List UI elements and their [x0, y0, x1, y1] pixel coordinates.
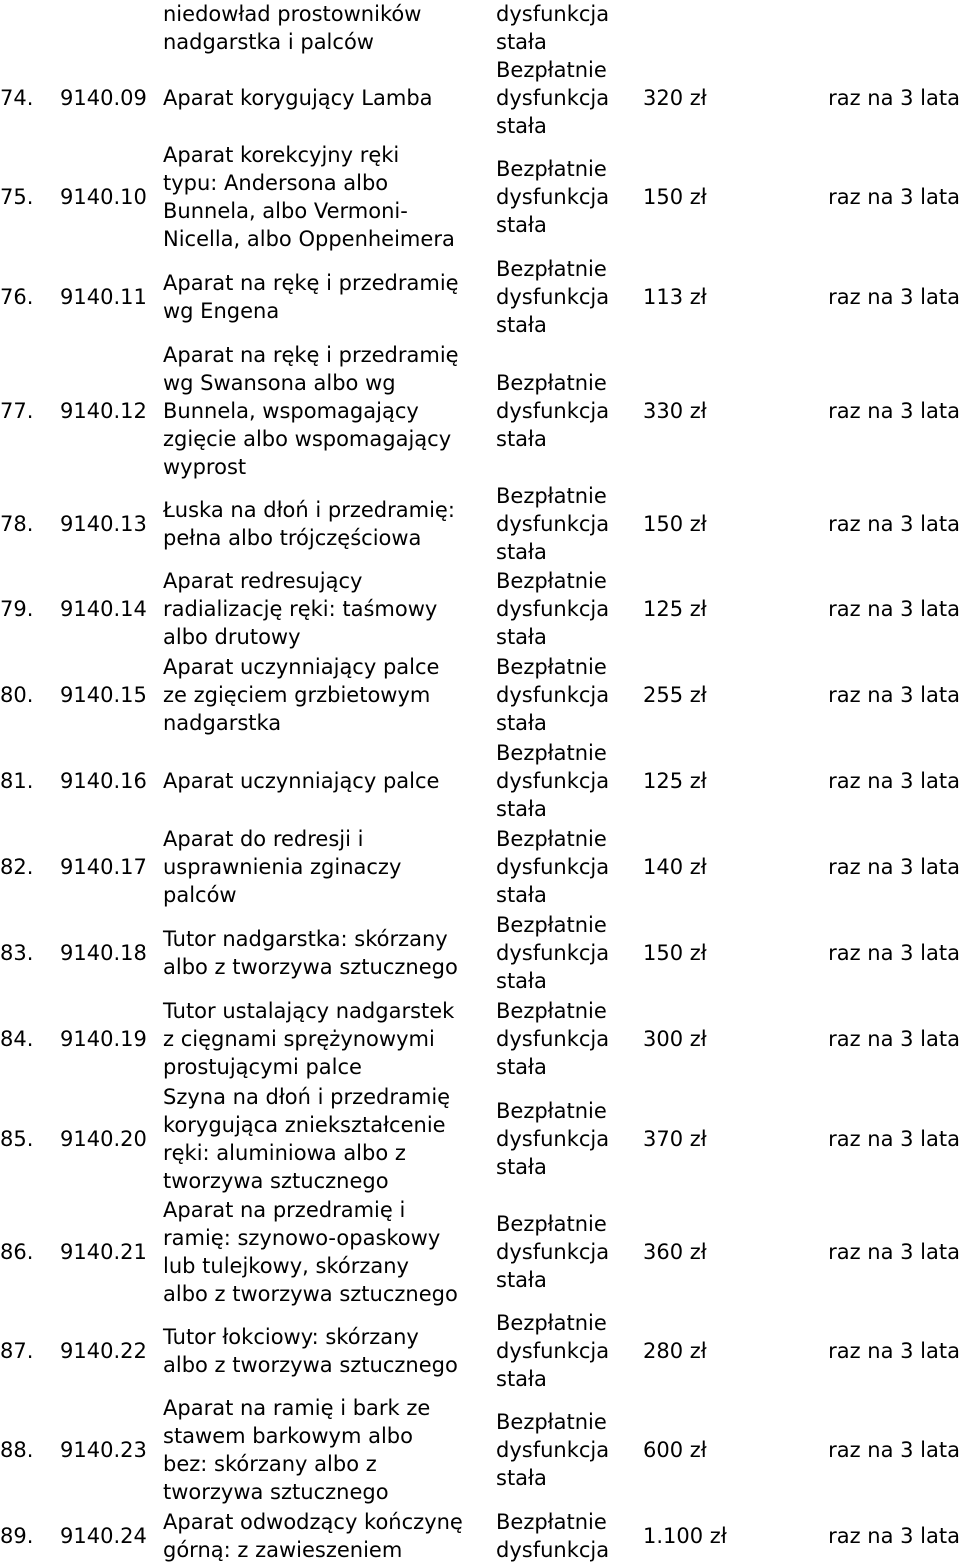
item-code: 9140.16	[60, 769, 147, 793]
row-number: 80.	[0, 683, 34, 707]
item-price: 125 zł	[643, 769, 707, 793]
payment-status: Bezpłatnie dysfunkcja stała	[496, 1410, 610, 1490]
row-number: 74.	[0, 86, 34, 110]
payment-status: Bezpłatnie dysfunkcja stała	[496, 1099, 610, 1179]
table-row	[0, 910, 960, 996]
payment-status: Bezpłatnie dysfunkcja stała	[496, 655, 610, 735]
item-frequency: raz na 3 lata	[828, 769, 960, 793]
item-code: 9140.24	[60, 1524, 147, 1548]
payment-status: Bezpłatnie dysfunkcja stała	[496, 999, 610, 1079]
item-code: 9140.23	[60, 1438, 147, 1462]
item-frequency: raz na 3 lata	[828, 512, 960, 536]
item-price: 150 zł	[643, 512, 707, 536]
item-price: 330 zł	[643, 399, 707, 423]
item-code: 9140.09	[60, 86, 147, 110]
item-frequency: raz na 3 lata	[828, 185, 960, 209]
table-row	[0, 652, 960, 738]
item-code: 9140.22	[60, 1339, 147, 1363]
item-frequency: raz na 3 lata	[828, 1027, 960, 1051]
item-price: 113 zł	[643, 285, 707, 309]
item-frequency: raz na 3 lata	[828, 399, 960, 423]
table-row	[0, 140, 960, 254]
row-number: 83.	[0, 941, 34, 965]
payment-status: Bezpłatnie dysfunkcja stała	[496, 257, 610, 337]
item-frequency: raz na 3 lata	[828, 941, 960, 965]
item-code: 9140.19	[60, 1027, 147, 1051]
item-frequency: raz na 3 lata	[828, 1240, 960, 1264]
item-frequency: raz na 3 lata	[828, 683, 960, 707]
row-number: 89.	[0, 1524, 34, 1548]
row-number: 77.	[0, 399, 34, 423]
item-price: 255 zł	[643, 683, 707, 707]
item-price: 360 zł	[643, 1240, 707, 1264]
table-row	[0, 824, 960, 910]
item-description: niedowład prostowników nadgarstka i palców	[163, 2, 422, 54]
item-code: 9140.11	[60, 285, 147, 309]
item-price: 370 zł	[643, 1127, 707, 1151]
item-code: 9140.21	[60, 1240, 147, 1264]
item-code: 9140.14	[60, 597, 147, 621]
payment-status: Bezpłatnie dysfunkcja stała	[496, 1212, 610, 1292]
item-code: 9140.15	[60, 683, 147, 707]
item-description: Aparat na przedramię i ramię: szynowo-opaskowy lub tulejkowy, skórzany albo z tworzywa sztucznego	[163, 1198, 458, 1306]
table-row	[0, 996, 960, 1082]
item-description: Aparat korekcyjny ręki typu: Andersona albo Bunnela, albo Vermoni- Nicella, albo Oppenheimera	[163, 143, 455, 251]
item-frequency: raz na 3 lata	[828, 86, 960, 110]
item-description: Aparat odwodzący kończynę górną: z zawieszeniem	[163, 1510, 463, 1562]
table-row	[0, 1082, 960, 1196]
payment-status: Bezpłatnie dysfunkcja stała	[496, 569, 610, 649]
item-description: Aparat korygujący Lamba	[163, 86, 433, 110]
item-description: Tutor łokciowy: skórzany albo z tworzywa sztucznego	[163, 1325, 458, 1377]
item-code: 9140.13	[60, 512, 147, 536]
item-code: 9140.20	[60, 1127, 147, 1151]
row-number: 82.	[0, 855, 34, 879]
item-code: 9140.18	[60, 941, 147, 965]
table-row	[0, 1308, 960, 1394]
item-description: Tutor ustalający nadgarstek z cięgnami sprężynowymi prostującymi palce	[163, 999, 455, 1079]
item-price: 280 zł	[643, 1339, 707, 1363]
item-price: 320 zł	[643, 86, 707, 110]
row-number: 78.	[0, 512, 34, 536]
item-code: 9140.10	[60, 185, 147, 209]
table-row	[0, 1508, 960, 1564]
row-number: 81.	[0, 769, 34, 793]
item-frequency: raz na 3 lata	[828, 1438, 960, 1462]
item-description: Aparat do redresji i usprawnienia zginaczy palców	[163, 827, 402, 907]
item-frequency: raz na 3 lata	[828, 285, 960, 309]
item-description: Aparat redresujący radializację ręki: taśmowy albo drutowy	[163, 569, 438, 649]
row-number: 86.	[0, 1240, 34, 1264]
item-price: 125 zł	[643, 597, 707, 621]
table-row	[0, 56, 960, 140]
payment-status: Bezpłatnie dysfunkcja	[496, 1510, 610, 1562]
item-price: 300 zł	[643, 1027, 707, 1051]
item-code: 9140.12	[60, 399, 147, 423]
payment-status: Bezpłatnie dysfunkcja stała	[496, 371, 610, 451]
row-number: 85.	[0, 1127, 34, 1151]
item-description: Aparat na rękę i przedramię wg Engena	[163, 271, 459, 323]
item-price: 150 zł	[643, 941, 707, 965]
payment-status: Bezpłatnie dysfunkcja stała	[496, 913, 610, 993]
item-description: Aparat uczynniający palce ze zgięciem grzbietowym nadgarstka	[163, 655, 440, 735]
table-row	[0, 482, 960, 566]
payment-status: dysfunkcja stała	[496, 2, 610, 54]
payment-status: Bezpłatnie dysfunkcja stała	[496, 827, 610, 907]
payment-status: Bezpłatnie dysfunkcja stała	[496, 157, 610, 237]
item-price: 140 zł	[643, 855, 707, 879]
item-price: 1.100 zł	[643, 1524, 727, 1548]
table-row	[0, 1394, 960, 1506]
item-frequency: raz na 3 lata	[828, 1339, 960, 1363]
row-number: 88.	[0, 1438, 34, 1462]
table-row-continuation	[0, 0, 960, 56]
item-code: 9140.17	[60, 855, 147, 879]
item-frequency: raz na 3 lata	[828, 1524, 960, 1548]
item-description: Łuska na dłoń i przedramię: pełna albo trójczęściowa	[163, 498, 455, 550]
item-frequency: raz na 3 lata	[828, 1127, 960, 1151]
table-row	[0, 738, 960, 824]
payment-status: Bezpłatnie dysfunkcja stała	[496, 484, 610, 564]
payment-status: Bezpłatnie dysfunkcja stała	[496, 741, 610, 821]
item-description: Aparat uczynniający palce	[163, 769, 440, 793]
payment-status: Bezpłatnie dysfunkcja stała	[496, 58, 610, 138]
item-frequency: raz na 3 lata	[828, 597, 960, 621]
item-description: Szyna na dłoń i przedramię korygująca zniekształcenie ręki: aluminiowa albo z tworzywa sztucznego	[163, 1085, 451, 1193]
row-number: 75.	[0, 185, 34, 209]
item-price: 150 zł	[643, 185, 707, 209]
item-description: Aparat na rękę i przedramię wg Swansona albo wg Bunnela, wspomagający zgięcie albo wspomagający wyprost	[163, 343, 459, 479]
item-description: Aparat na ramię i bark ze stawem barkowym albo bez: skórzany albo z tworzywa sztucznego	[163, 1396, 431, 1504]
payment-status: Bezpłatnie dysfunkcja stała	[496, 1311, 610, 1391]
row-number: 84.	[0, 1027, 34, 1051]
item-frequency: raz na 3 lata	[828, 855, 960, 879]
item-description: Tutor nadgarstka: skórzany albo z tworzywa sztucznego	[163, 927, 458, 979]
table-row	[0, 566, 960, 652]
table-row	[0, 340, 960, 482]
row-number: 87.	[0, 1339, 34, 1363]
table-row	[0, 254, 960, 340]
item-price: 600 zł	[643, 1438, 707, 1462]
row-number: 79.	[0, 597, 34, 621]
table-row	[0, 1196, 960, 1308]
row-number: 76.	[0, 285, 34, 309]
